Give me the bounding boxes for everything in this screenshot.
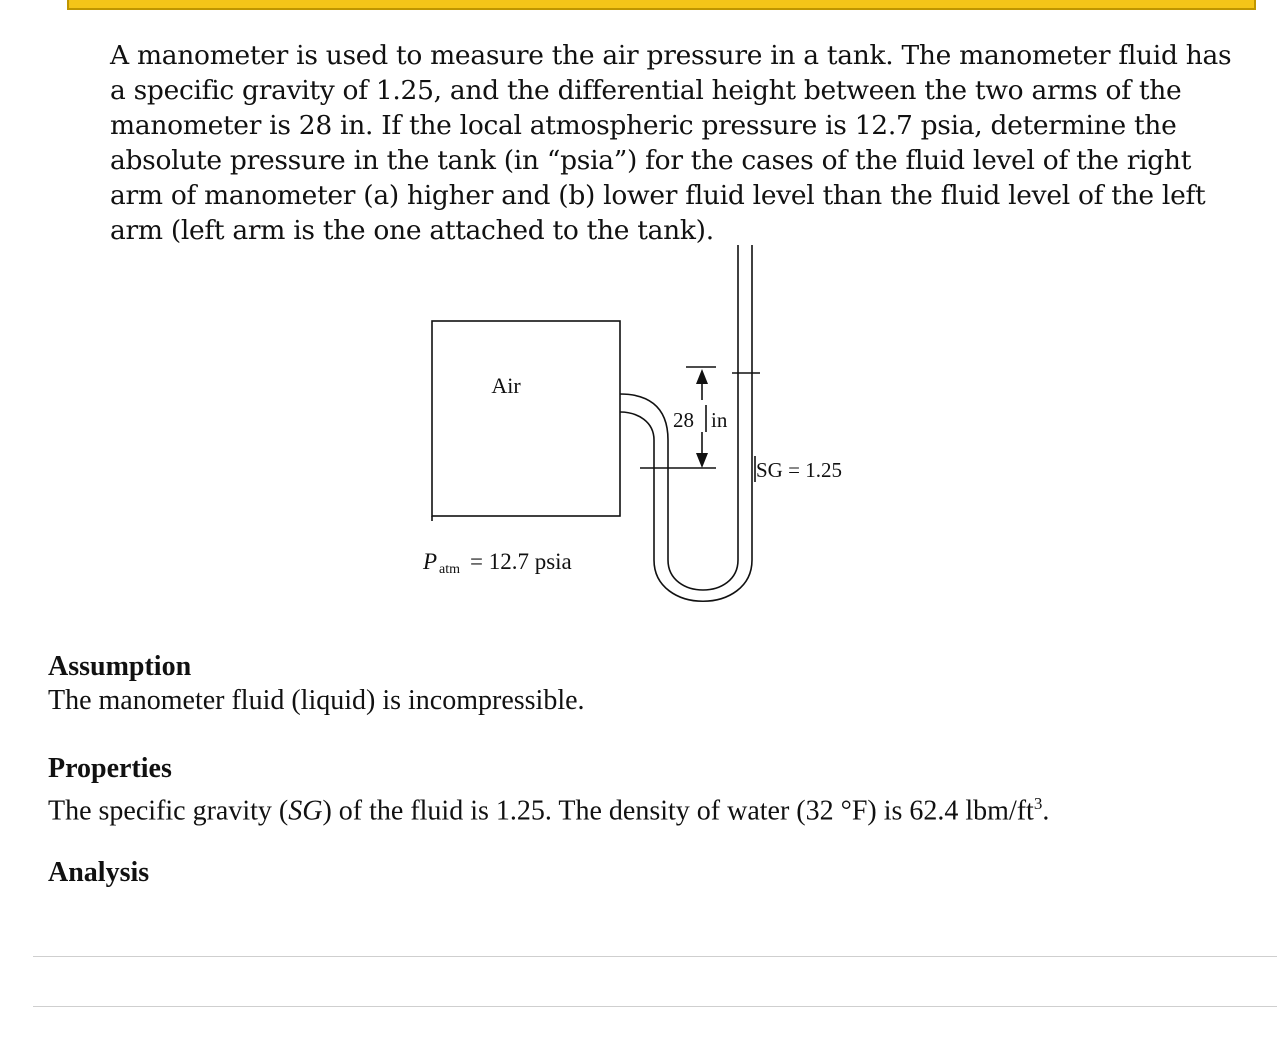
properties-superscript: 3	[1033, 794, 1043, 813]
analysis-heading: Analysis	[48, 857, 150, 888]
dimension-arrow-down	[696, 453, 708, 468]
dimension-arrow-up	[696, 369, 708, 384]
properties-heading: Properties	[48, 753, 172, 784]
connector-outer	[620, 394, 668, 440]
answer-line-2	[33, 1006, 1277, 1007]
tank-label: Air	[491, 373, 521, 398]
answer-line-1	[33, 956, 1277, 957]
height-value: 28	[673, 408, 694, 432]
properties-text-part1: The specific gravity (	[48, 795, 289, 827]
problem-statement: A manometer is used to measure the air pressure in a tank. The manometer fluid has a specific gravity of 1.25, and the differential height between the two arms of the manometer is 28 in. If the local atmospheric pressure is 12.7 psia, determine the absolute pressure in the tank (in “psia”) for the cases of the fluid level of the right arm of manometer (a) higher and (b) lower fluid level than the fluid level of the left arm (left arm is the one attached to the tank).	[110, 40, 1232, 246]
patm-value: = 12.7 psia	[470, 549, 572, 574]
assumption-text: The manometer fluid (liquid) is incompressible.	[48, 685, 585, 716]
u-bend-inner	[668, 560, 738, 590]
patm-symbol: P	[423, 549, 438, 574]
properties-text-part2: ) of the fluid is 1.25. The density of water (32 °F) is 62.4 lbm/ft	[322, 795, 1034, 827]
height-unit: in	[711, 408, 728, 432]
connector-inner	[620, 412, 654, 440]
patm-subscript: atm	[439, 562, 460, 577]
properties-sg-italic: SG	[288, 795, 323, 827]
assumption-heading: Assumption	[48, 651, 192, 682]
properties-text-end: .	[1042, 795, 1050, 827]
properties-text	[48, 788, 1049, 827]
sg-label: SG = 1.25	[756, 458, 842, 482]
air-tank	[432, 321, 620, 516]
